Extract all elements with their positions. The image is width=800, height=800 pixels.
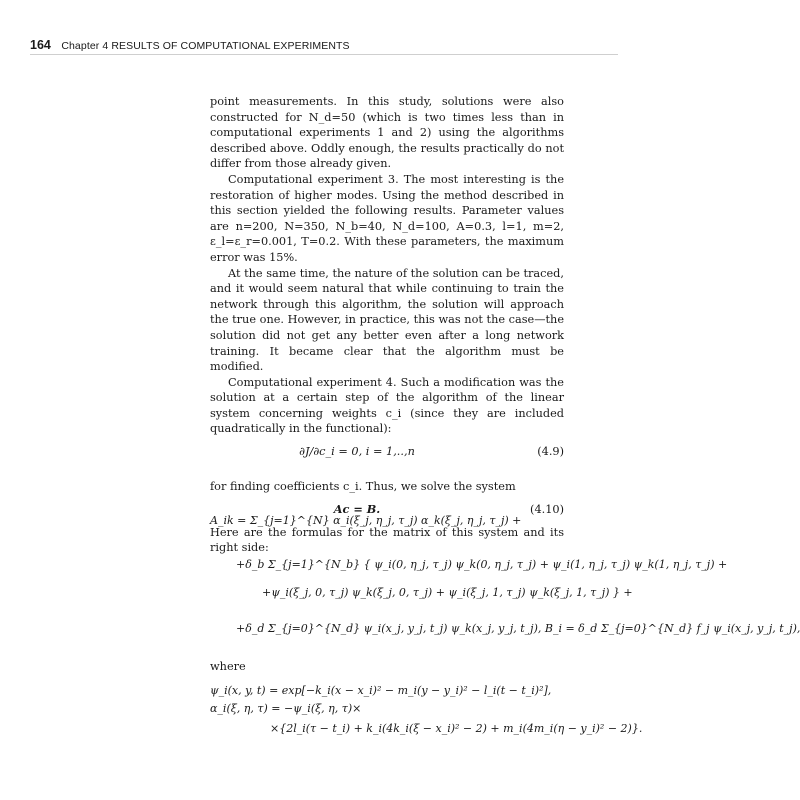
- equation-4-10-expr: Ac = B.: [333, 501, 381, 516]
- page-number: 164: [30, 38, 51, 52]
- formula-a-line-1: A_ik = Σ_{j=1}^{N} α_i(ξ_j, η_j, τ_j) α_k(ξ_j, η_j, τ_j) +: [210, 514, 522, 527]
- formula-alpha-continuation: ×{2l_i(τ − t_i) + k_i(4k_i(ξ − x_i)² − 2) + m_i(4m_i(η − y_i)² − 2)}.: [270, 722, 643, 735]
- paragraph-1: point measurements. In this study, solutions were also constructed for N_d=50 (which is two times less than in computational experiments 1 and 2) using the algorithms described above. Oddly enough, the results practically do not differ from those already given.: [210, 95, 564, 171]
- formula-a-line-2b: +ψ_i(ξ_j, 0, τ_j) ψ_k(ξ_j, 0, τ_j) + ψ_i(ξ_j, 1, τ_j) ψ_k(ξ_j, 1, τ_j) } +: [262, 586, 633, 599]
- formula-psi-definition: ψ_i(x, y, t) = exp[−k_i(x − x_i)² − m_i(y − y_i)² − l_i(t − t_i)²],: [210, 684, 552, 697]
- equation-4-10-number: (4.10): [530, 502, 564, 516]
- paragraph-6: Here are the formulas for the matrix of this system and its right side:: [210, 525, 564, 555]
- paragraph-5: for finding coefficients c_i. Thus, we solve the system: [210, 480, 516, 494]
- running-header: [30, 36, 618, 55]
- equation-4-9-number: (4.9): [537, 445, 564, 459]
- equation-4-9: [210, 444, 564, 472]
- paragraph-2: Computational experiment 3. The most interesting is the restoration of higher modes. Using the method described in this section yielded the following results. Parameter values are n=200, N=350, N_b=40, N_d=100, A=0.3, l=1, m=2, ε_l=ε_r=0.001, T=0.2. With these parameters, the maximum error was 15%.: [210, 172, 564, 264]
- paragraph-3: At the same time, the nature of the solution can be traced, and it would seem natural that while continuing to train the network through this algorithm, the solution will approach the true one. However, in practice, this was not the case—the solution did not get any better even after a long network training. It became clear that the algorithm must be modified.: [210, 266, 564, 374]
- formula-alpha-definition: α_i(ξ, η, τ) = −ψ_i(ξ, η, τ)×: [210, 702, 362, 715]
- paragraph-4: Computational experiment 4. Such a modification was the solution at a certain step of the algorithm of the linear system concerning weights c_i (since they are included quadratically in the functional):: [210, 375, 564, 436]
- formula-a-line-2a: +δ_b Σ_{j=1}^{N_b} { ψ_i(0, η_j, τ_j) ψ_k(0, η_j, τ_j) + ψ_i(1, η_j, τ_j) ψ_k(1, η_j, τ_j) +: [236, 558, 728, 571]
- equation-4-9-expr: ∂J/∂c_i = 0, i = 1,..,n: [299, 445, 415, 459]
- body-text: [210, 94, 564, 556]
- where-label: where: [210, 660, 246, 673]
- chapter-title: Chapter 4 RESULTS OF COMPUTATIONAL EXPERIMENTS: [61, 40, 350, 52]
- formula-a-line-3: +δ_d Σ_{j=0}^{N_d} ψ_i(x_j, y_j, t_j) ψ_k(x_j, y_j, t_j), B_i = δ_d Σ_{j=0}^{N_d} f_j ψ_i(x_j, y_j, t_j),: [236, 622, 800, 635]
